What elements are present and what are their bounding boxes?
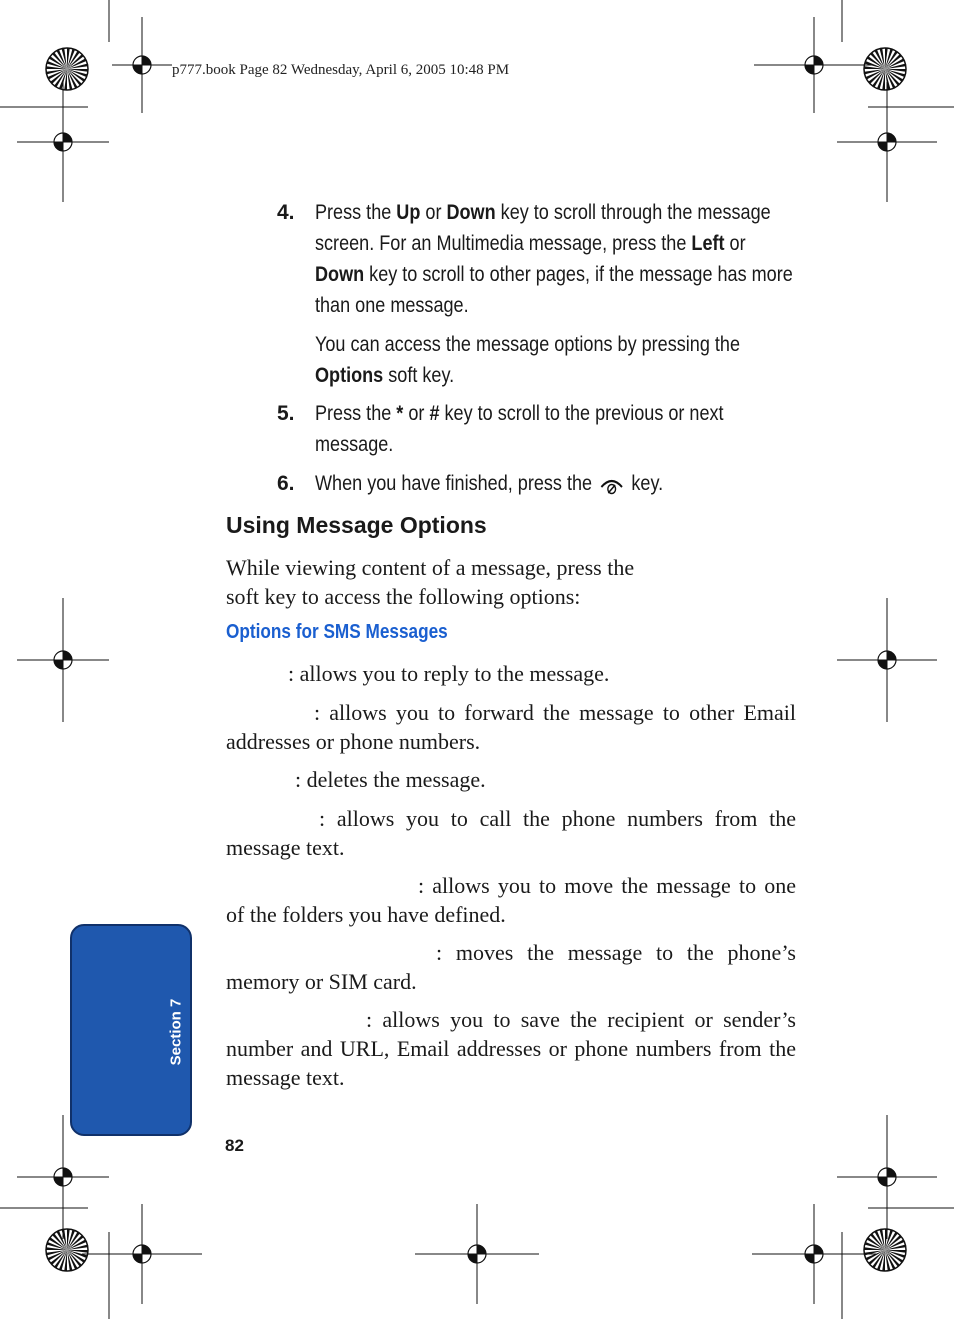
step-text: Press the * or # key to scroll to the previous or next message. <box>315 402 724 456</box>
step-text: You can access the message options by pressing the Options soft key. <box>315 333 741 387</box>
option-item: : allows you to forward the message to other Email addresses or phone numbers. <box>226 700 796 754</box>
key-name: Down <box>446 201 496 224</box>
option-item: : allows you to move the message to one of the folders you have defined. <box>226 873 796 927</box>
end-key-icon <box>597 471 626 497</box>
section-tab-label: Section 7 <box>167 998 185 1066</box>
option-item: : deletes the message. <box>295 767 486 792</box>
step-text: Press the Up or Down key to scroll through the message screen. For an Multimedia message, press the Left or Down key to scroll to other pages, if the message has more than one message. <box>315 201 793 317</box>
option-item: : allows you to reply to the message. <box>288 661 610 686</box>
key-name: Up <box>396 201 421 224</box>
option-item: : allows you to call the phone numbers from the message text. <box>226 806 796 860</box>
option-item: : moves the message to the phone’s memory or SIM card. <box>226 940 796 994</box>
step-number: 4. <box>277 201 295 224</box>
step-number: 6. <box>277 472 295 495</box>
step-text: When you have finished, press the key. <box>315 468 797 499</box>
key-name: Options <box>315 364 384 387</box>
key-name: Left <box>691 232 725 255</box>
sms-options-subheading: Options for SMS Messages <box>226 621 448 643</box>
key-name: Down <box>315 263 365 286</box>
section-heading: Using Message Options <box>226 512 487 538</box>
step-number: 5. <box>277 402 295 425</box>
key-name: # <box>429 402 440 425</box>
intro-paragraph: While viewing content of a message, press the soft key to access the following options: <box>226 555 635 609</box>
option-item: : allows you to save the recipient or sender’s number and URL, Email addresses or phone numbers from the message text. <box>226 1007 796 1090</box>
key-name: * <box>396 402 404 425</box>
page-header: p777.book Page 82 Wednesday, April 6, 2005 10:48 PM <box>172 62 510 78</box>
page-number: 82 <box>225 1136 244 1155</box>
